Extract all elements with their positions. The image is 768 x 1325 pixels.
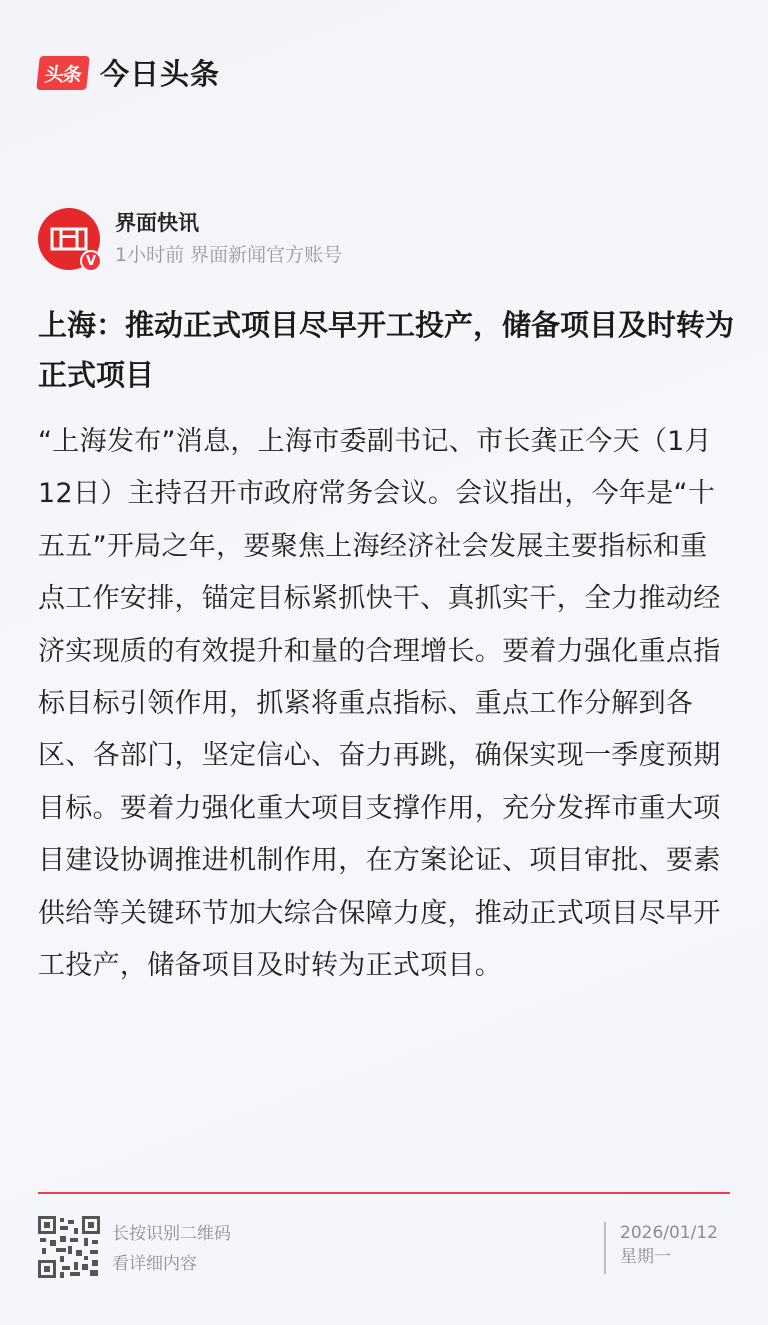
qr-hint-line1: 长按识别二维码: [112, 1224, 231, 1244]
author-header[interactable]: [38, 208, 342, 270]
verified-icon: V: [80, 250, 102, 272]
avatar[interactable]: [38, 208, 100, 270]
post-weekday: 星期一: [620, 1247, 671, 1267]
app-name: 今日头条: [100, 57, 221, 91]
app-brand: [38, 52, 220, 93]
date-block: [604, 1222, 718, 1274]
toutiao-logo-icon: 头条: [36, 56, 90, 90]
qr-code-icon[interactable]: [38, 1216, 100, 1278]
author-name[interactable]: 界面快讯: [115, 211, 199, 235]
author-meta: 1小时前 界面新闻官方账号: [115, 244, 343, 266]
footer-divider: [38, 1192, 730, 1194]
author-info: [115, 208, 342, 270]
article-body: “上海发布”消息，上海市委副书记、市长龚正今天（1月12日）主持召开市政府常务会议。会议指出，今年是“十五五”开局之年，要聚焦上海经济社会发展主要指标和重点工作安排，锚定目标紧抓快干、真抓实干，全力推动经济实现质的有效提升和量的合理增长。要着力强化重点指标目标引领作用，抓紧将重点指标、重点工作分解到各区、各部门，坚定信心、奋力再跳，确保实现一季度预期目标。要着力强化重大项目支撑作用，充分发挥市重大项目建设协调推进机制作用，在方案论证、项目审批、要素供给等关键环节加大综合保障力度，推动正式项目尽早开工投产，储备项目及时转为正式项目。: [38, 426, 721, 982]
post-date: 2026/01/12: [620, 1223, 718, 1243]
jiemian-logo-icon: [49, 225, 89, 253]
article-title: 上海：推动正式项目尽早开工投产，储备项目及时转为正式项目: [38, 308, 735, 392]
qr-hint: [112, 1219, 231, 1279]
qr-hint-line2: 看详细内容: [112, 1254, 197, 1274]
